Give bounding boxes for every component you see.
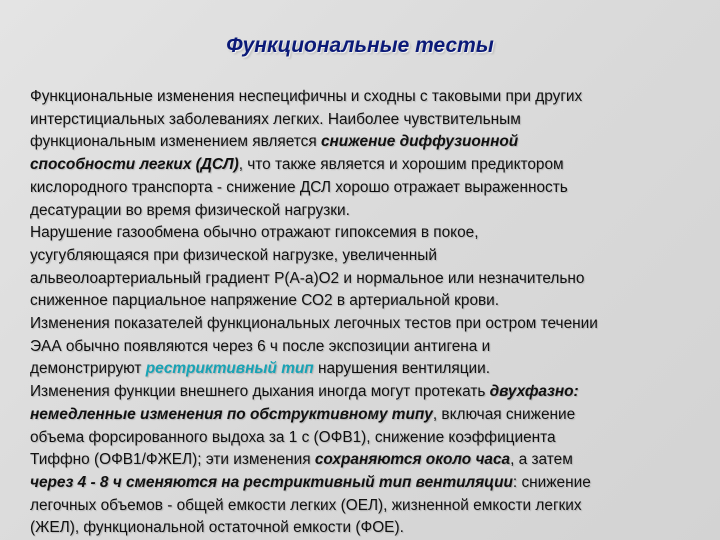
text-line — [30, 404, 700, 427]
text-run: Функциональные изменения неспецифичны и сходны с таковыми при других — [30, 88, 583, 105]
emphasized-text: рестриктивный тип — [145, 360, 314, 378]
emphasized-text: двухфазно: — [489, 383, 579, 401]
slide-body-text — [30, 86, 700, 540]
text-line — [30, 200, 700, 223]
text-run: демонстрируют — [30, 360, 146, 378]
text-line — [30, 427, 700, 450]
text-run: сниженное парциальное напряжение СО2 в артериальной крови. — [30, 292, 500, 310]
text-run: Нарушение газообмена обычно отражают гипоксемия в покое, — [30, 224, 479, 242]
text-line — [30, 517, 700, 540]
text-line — [30, 495, 700, 518]
text-line — [30, 290, 700, 313]
text-line — [30, 381, 700, 404]
text-run: , включая снижение — [432, 405, 576, 423]
text-run: кислородного транспорта - снижение ДСЛ хорошо отражает выраженность — [30, 178, 568, 196]
text-run: , что также является и хорошим предиктором — [238, 156, 564, 174]
text-run: Изменения показателей функциональных легочных тестов при остром течении — [30, 315, 598, 333]
text-run: альвеолоартериальный градиент Р(А-а)О2 и нормальное или незначительно — [30, 269, 585, 287]
text-run: интерстициальных заболеваниях легких. Наиболее чувствительным — [30, 110, 521, 128]
text-line — [30, 177, 700, 200]
text-line — [30, 154, 700, 177]
text-line — [30, 86, 700, 109]
text-line — [30, 109, 700, 132]
text-run: Тиффно (ОФВ1/ФЖЕЛ); эти изменения — [30, 451, 315, 469]
text-line — [30, 449, 700, 472]
text-run: нарушения вентиляции. — [313, 360, 491, 378]
text-run: : снижение — [512, 473, 591, 491]
emphasized-text: через 4 - 8 ч сменяются на рестриктивный тип вентиляции — [30, 473, 513, 491]
text-run: ЭАА обычно появляются через 6 ч после экспозиции антигена и — [30, 337, 491, 355]
emphasized-text: сохраняются около часа — [314, 451, 511, 469]
text-line — [30, 268, 700, 291]
emphasized-text: снижение диффузионной — [320, 133, 519, 151]
text-line — [30, 245, 700, 268]
text-line — [30, 472, 700, 495]
text-run: десатурации во время физической нагрузки. — [30, 201, 350, 219]
text-run: Изменения функции внешнего дыхания иногда могут протекать — [30, 383, 490, 401]
emphasized-text: немедленные изменения по обструктивному типу — [30, 405, 433, 423]
text-run: усугубляющаяся при физической нагрузке, увеличенный — [30, 246, 437, 264]
text-line — [30, 336, 700, 359]
text-run: , а затем — [510, 451, 573, 469]
text-line — [30, 313, 700, 336]
slide-title: Функциональные тесты — [226, 34, 494, 57]
text-run: легочных объемов - общей емкости легких (ОЕЛ), жизненной емкости легких — [30, 496, 582, 514]
text-run: объема форсированного выдоха за 1 с (ОФВ1), снижение коэффициента — [30, 428, 556, 446]
text-line — [30, 131, 700, 154]
emphasized-text: способности легких (ДСЛ) — [30, 156, 239, 174]
text-line — [30, 222, 700, 245]
text-run: (ЖЕЛ), функциональной остаточной емкости (ФОЕ). — [30, 519, 404, 537]
text-line — [30, 358, 700, 381]
text-run: функциональным изменением является — [30, 133, 321, 151]
